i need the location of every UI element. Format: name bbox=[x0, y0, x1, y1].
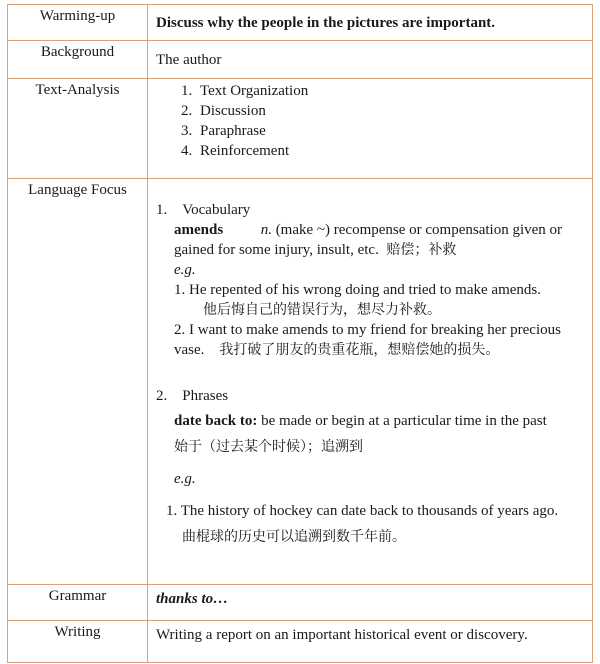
phrase-term: date back to: bbox=[174, 413, 258, 429]
label-language-focus: Language Focus bbox=[8, 179, 148, 585]
vocab-chinese: 赔偿；补救 bbox=[386, 242, 457, 258]
eg-label: e.g. bbox=[174, 262, 196, 278]
phrases-heading: Phrases bbox=[182, 388, 229, 404]
text-analysis-list bbox=[156, 81, 586, 161]
list-item: 2. Discussion bbox=[196, 101, 586, 121]
row-language-focus: Language Focus 1. Vocabulary amends n. (make ~) recompense or compensation given or gained for some injury, insult, etc. 赔偿；补救 e.g. 1. He repented of his wrong doing and tried to make amends. 他后悔自己的错误行为，想尽力补救。 2. I want to make amends to my friend for breaking her precious vase. 我打破了朋友的贵重花瓶，想赔偿她的损失。 2. Phrases date back to: be made or begin at a particular time in the past 始于（过去某个时候）；追溯到 e.g. 1. The history of hockey can date back to thousands of years ago. 曲棍球的历史可以追溯到数千年前。 bbox=[8, 179, 593, 585]
vocab-definition: (make ~) recompense or compensation given or gained for some injury, insult, etc. bbox=[174, 222, 563, 258]
phrase-chinese: 始于（过去某个时候）；追溯到 bbox=[174, 439, 363, 455]
writing-text: Writing a report on an important historical event or discovery. bbox=[156, 627, 528, 643]
vocabulary-heading: Vocabulary bbox=[182, 202, 251, 218]
label-text-analysis: Text-Analysis bbox=[8, 79, 148, 179]
row-grammar bbox=[8, 585, 593, 621]
row-text-analysis bbox=[8, 79, 593, 179]
row-background bbox=[8, 41, 593, 79]
label-writing: Writing bbox=[8, 621, 148, 663]
label-background: Background bbox=[8, 41, 148, 79]
phrase-definition: be made or begin at a particular time in the past bbox=[261, 413, 547, 429]
list-item: 4. Reinforcement bbox=[196, 141, 586, 161]
example-1-cn: 他后悔自己的错误行为，想尽力补救。 bbox=[203, 302, 441, 318]
row-warming-up bbox=[8, 5, 593, 41]
example-2-en: 2. I want to make amends to my friend for breaking her precious bbox=[174, 322, 561, 338]
lesson-plan-table bbox=[7, 4, 593, 663]
example-1-en: 1. He repented of his wrong doing and tried to make amends. bbox=[174, 282, 541, 298]
list-item: 1. Text Organization bbox=[196, 81, 586, 101]
example-2-cn: 我打破了朋友的贵重花瓶，想赔偿她的损失。 bbox=[219, 342, 500, 358]
phrase-example-cn: 曲棍球的历史可以追溯到数千年前。 bbox=[182, 529, 406, 545]
label-grammar: Grammar bbox=[8, 585, 148, 621]
warming-up-text: Discuss why the people in the pictures are important. bbox=[156, 14, 496, 31]
phrase-example-en: 1. The history of hockey can date back to thousands of years ago. bbox=[166, 503, 559, 519]
label-warming-up: Warming-up bbox=[8, 5, 148, 41]
vocab-pos: n. bbox=[260, 222, 272, 238]
list-item: 3. Paraphrase bbox=[196, 121, 586, 141]
vocab-word: amends bbox=[174, 222, 224, 238]
row-writing bbox=[8, 621, 593, 663]
grammar-text: thanks to… bbox=[156, 591, 229, 607]
example-2-en-cont: vase. bbox=[174, 342, 205, 358]
eg-label-2: e.g. bbox=[174, 471, 196, 487]
background-text: The author bbox=[156, 51, 222, 68]
